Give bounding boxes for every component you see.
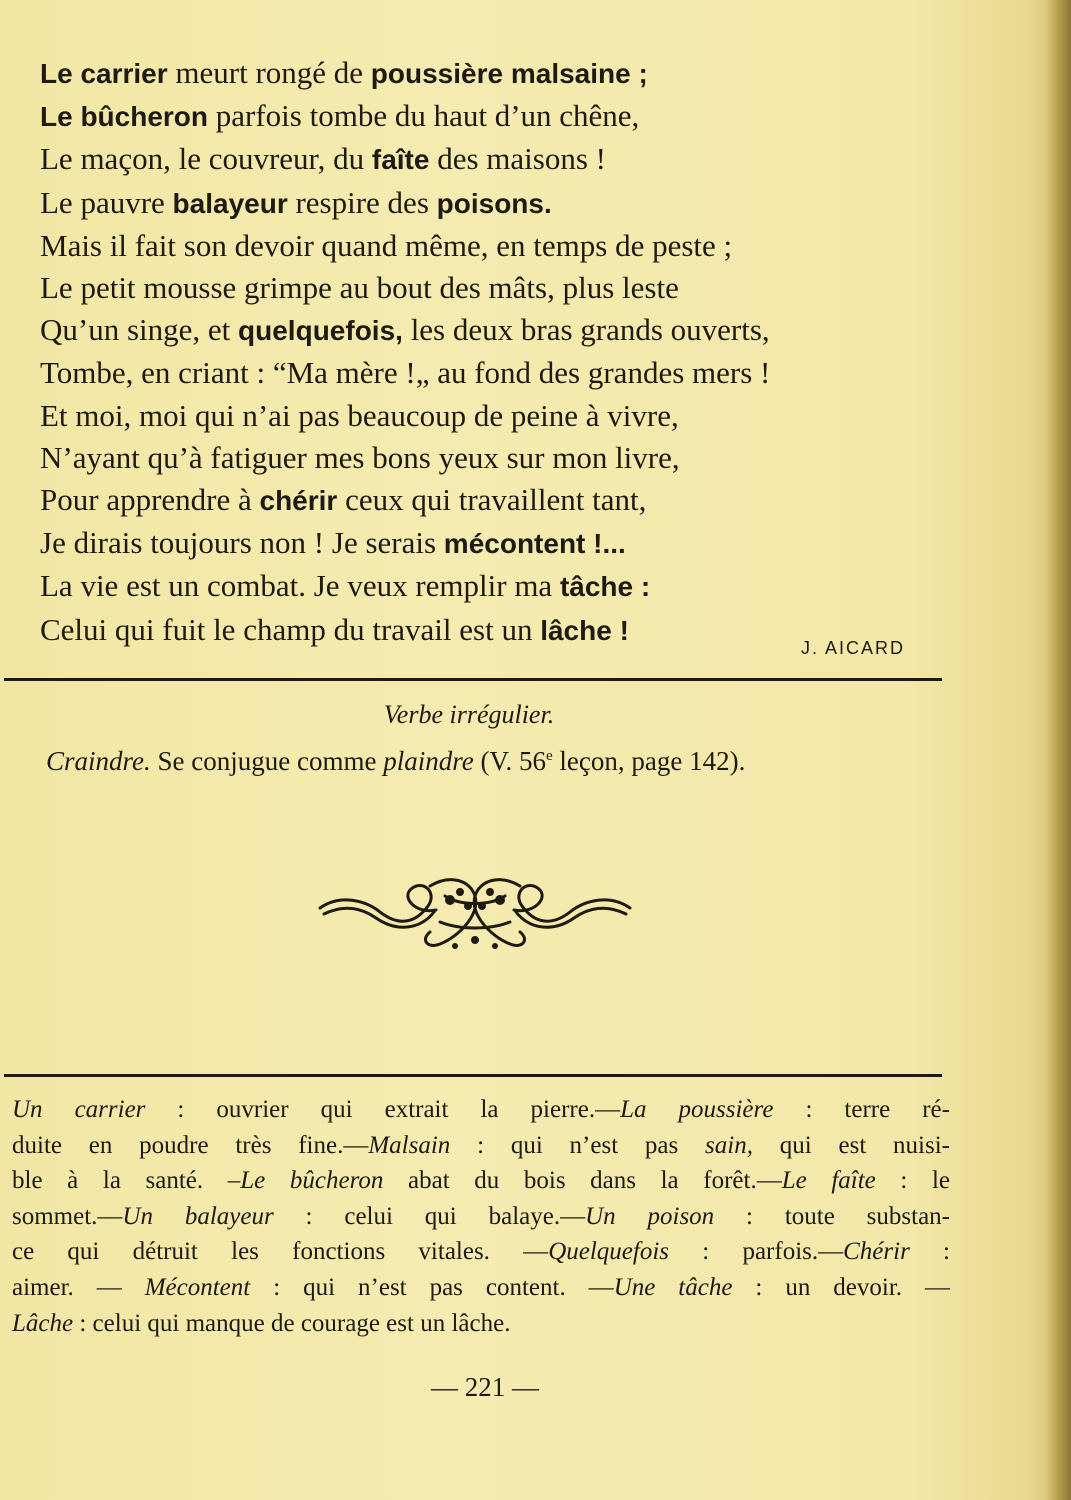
- note-term: Un poison: [585, 1202, 715, 1230]
- poem-line: [40, 437, 960, 479]
- note-text: : qui n’est pas: [450, 1131, 706, 1159]
- page-edge: [1047, 0, 1071, 1500]
- poem-line: [40, 225, 960, 267]
- poem-text: des maisons !: [429, 141, 606, 177]
- poem-keyword: Le bûcheron: [40, 101, 209, 133]
- poem-text: Et moi, moi qui n’ai pas beaucoup de peine à vivre,: [40, 397, 679, 433]
- note-line: [12, 1128, 950, 1164]
- poem-keyword: chérir: [259, 485, 338, 517]
- page-number: — 221 —: [431, 1372, 539, 1402]
- note-term: Un carrier: [12, 1096, 146, 1123]
- note-text: : le: [875, 1167, 951, 1195]
- poem-text: Tombe, en criant : “Ma mère !„ au fond des grandes mers !: [40, 355, 771, 391]
- poem-text: N’ayant qu’à fatiguer mes bons yeux sur mon livre,: [40, 439, 680, 475]
- note-text: : un devoir. —: [732, 1273, 951, 1301]
- poem-line: [40, 182, 960, 225]
- poem-keyword: balayeur: [172, 187, 288, 219]
- note-text: : toute substan-: [714, 1202, 951, 1230]
- note-text: aimer. —: [12, 1273, 145, 1301]
- poem-text: Pour apprendre à: [40, 482, 260, 518]
- verbe-text-1: Se conjugue comme: [150, 746, 384, 776]
- poem-text: respire des: [287, 184, 437, 220]
- poem-line: [40, 395, 960, 437]
- note-text: : qui n’est pas content. —: [250, 1273, 614, 1301]
- note-term: Le faîte: [781, 1167, 876, 1195]
- poem-author: J. AICARD: [800, 638, 905, 658]
- poem-line: [40, 352, 960, 394]
- note-line: [12, 1199, 950, 1235]
- note-text: : celui qui manque de courage est un lâche.: [73, 1309, 511, 1337]
- poem-text: meurt rongé de: [167, 55, 371, 90]
- note-line: [12, 1092, 950, 1128]
- note-text: abat du bois dans la forêt.—: [383, 1167, 782, 1195]
- poem-line: [40, 138, 960, 181]
- note-line: [12, 1306, 950, 1342]
- poem-keyword: lâche !: [540, 614, 629, 646]
- note-term: La poussière: [620, 1096, 774, 1123]
- poem: [40, 52, 960, 652]
- note-text: : celui qui balaye.—: [273, 1202, 586, 1230]
- poem-keyword: poisons.: [436, 187, 552, 219]
- note-text: ce qui détruit les fonctions vitales. —: [12, 1238, 549, 1266]
- note-term: Un balayeur: [122, 1202, 274, 1230]
- note-text: sommet.—: [12, 1202, 123, 1230]
- glossary-notes: [12, 1092, 950, 1341]
- poem-keyword: mécontent !...: [443, 528, 626, 560]
- note-term: Le bûcheron: [240, 1167, 384, 1195]
- note-line: [12, 1234, 950, 1270]
- note-term: Une tâche: [613, 1273, 733, 1301]
- poem-text: parfois tombe du haut d’un chêne,: [208, 98, 640, 134]
- verbe-text-2: (V. 56: [473, 746, 546, 776]
- poem-keyword: poussière malsaine ;: [370, 58, 648, 89]
- verbe-sup: e: [545, 748, 553, 764]
- poem-keyword: tâche :: [559, 571, 651, 603]
- note-text: : parfois.—: [669, 1238, 844, 1266]
- poem-text: La vie est un combat. Je veux remplir ma: [40, 568, 560, 604]
- note-term: Lâche: [12, 1309, 74, 1337]
- verbe-text-3: leçon, page 142).: [552, 746, 746, 776]
- poem-line: [40, 52, 960, 95]
- poem-line: [40, 267, 960, 309]
- poem-text: Le pauvre: [40, 184, 173, 220]
- poem-text: Mais il fait son devoir quand même, en temps de peste ;: [40, 227, 733, 263]
- poem-text: Qu’un singe, et: [40, 312, 239, 348]
- note-text: qui est nuisi-: [752, 1131, 950, 1159]
- poem-text: Je dirais toujours non ! Je serais: [40, 525, 444, 561]
- poem-line: [40, 95, 960, 138]
- poem-keyword: Le carrier: [40, 58, 168, 89]
- poem-text: ceux qui travaillent tant,: [337, 482, 647, 518]
- note-line: [12, 1270, 950, 1306]
- note-term: Quelquefois: [548, 1238, 670, 1266]
- note-term: Mécontent: [144, 1273, 251, 1301]
- poem-text: Celui qui fuit le champ du travail est un: [40, 611, 541, 647]
- separator-rule-bottom: [4, 1074, 942, 1077]
- poem-line: [40, 309, 960, 352]
- poem-line: [40, 479, 960, 522]
- poem-text: Le maçon, le couvreur, du: [40, 141, 372, 177]
- note-text: :: [909, 1238, 951, 1266]
- note-line: [12, 1163, 950, 1199]
- poem-keyword: faîte: [371, 144, 430, 176]
- note-text: : terre ré-: [773, 1096, 950, 1123]
- verbe-model: plaindre: [383, 746, 474, 776]
- poem-keyword: quelquefois,: [238, 315, 403, 347]
- separator-rule-top: [4, 678, 942, 681]
- ornament-flourish-icon: [310, 866, 640, 961]
- note-term: sain,: [705, 1131, 753, 1159]
- note-term: Chérir: [843, 1238, 910, 1266]
- verbe-title: Verbe irrégulier.: [383, 700, 555, 729]
- verbe-term: Craindre.: [46, 746, 151, 776]
- poem-text: Le petit mousse grimpe au bout des mâts, plus leste: [40, 270, 679, 306]
- poem-line: [40, 522, 960, 565]
- note-term: Malsain: [368, 1131, 451, 1159]
- note-text: ble à la santé. –: [12, 1167, 241, 1195]
- poem-text: les deux bras grands ouverts,: [402, 312, 770, 348]
- poem-line: [40, 565, 960, 608]
- note-text: duite en poudre très fine.—: [12, 1131, 369, 1159]
- note-text: : ouvrier qui extrait la pierre.—: [145, 1096, 621, 1123]
- verbe-note: [46, 746, 745, 777]
